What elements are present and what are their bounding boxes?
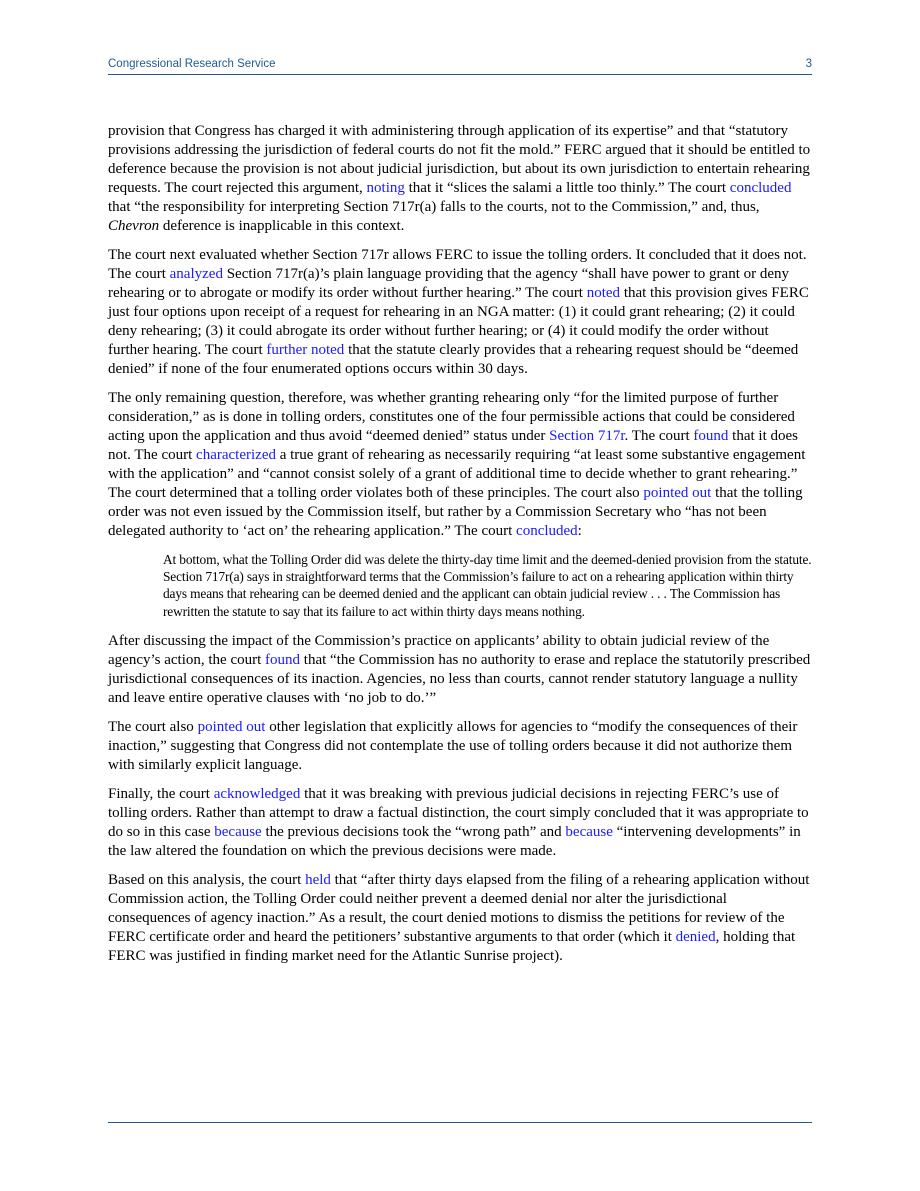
link-because[interactable]: because [214,823,262,840]
text-run: , holding that FERC was justified in finding market need for the Atlantic Sunrise project). [108,928,796,964]
text-run: . The court [624,428,694,444]
text-run: that “the responsibility for interpreting Section 717r(a) falls to the courts, not to the Commission,” and, thus, [108,199,760,215]
italic-chevron: Chevron [108,218,160,234]
text-run: The court also [108,718,198,735]
footer-rule [108,1122,812,1123]
text-run: Section 717r(a)’s plain language providing that the agency “shall have power to grant or deny rehearing or to abrogate or modify its order without further hearing.” The court [108,266,790,301]
block-quote: At bottom, what the Tolling Order did was delete the thirty-day time limit and the deemed-denied provision from the statute. Section 717r(a) says in straightforward terms that the Commission’s failure to act on a rehearing application within thirty days means that rehearing can be deemed denied and the applicant can obtain judicial review . . . The Commission has rewritten the statute to say that its failure to act within thirty days means nothing. [163,552,812,619]
link-pointed-out[interactable]: pointed out [643,485,712,501]
page-number: 3 [805,58,812,70]
link-acknowledged[interactable]: acknowledged [213,785,301,802]
text-run: Finally, the court [108,785,214,802]
link-denied[interactable]: denied [675,928,716,945]
text-run: provision that Congress has charged it with administering through application of its expertise” and that “statutory provisions addressing the jurisdiction of federal courts do not fit the mold.” FERC argued that it should be entitled to deference because the provision is not about judicial jurisdiction, but about its own jurisdiction to entertain rehearing requests. The court rejected this argument, [108,123,811,196]
text-run: “intervening developments” in the law altered the foundation on which the previous decisions were made. [108,823,801,859]
paragraph-impact [108,632,813,708]
text-run: that the statute clearly provides that a rehearing request should be “deemed denied” if none of the four enumerated options occurs within 30 days. [108,342,799,377]
paragraph-remaining-question [108,389,813,541]
text-run: The only remaining question, therefore, was whether granting rehearing only “for the limited purpose of further consideration,” as is done in tolling orders, constitutes one of the four permissible actions that could be considered acting upon the application and thus avoid “deemed denied” status under [108,390,795,444]
text-run: : [577,523,582,539]
link-held[interactable]: held [305,871,331,888]
text-run: the previous decisions took the “wrong path” and [261,823,566,840]
text-run: that “the Commission has no authority to erase and replace the statutorily prescribed jurisdictional consequences of its inaction. Agencies, no less than courts, cannot render statutory language a nullity and leave entire operative clauses with ‘no job to do.’” [108,651,811,706]
link-characterized[interactable]: characterized [196,447,276,463]
header-organization: Congressional Research Service [108,58,276,70]
link-section-717r[interactable]: Section 717r [549,428,625,444]
text-run: that it was breaking with previous judicial decisions in rejecting FERC’s use of tolling orders. Rather than attempt to draw a factual distinction, the court simply concluded that it was appropriate to do so in this case [108,785,809,840]
text-run: other legislation that explicitly allows for agencies to “modify the consequences of their inaction,” suggesting that Congress did not contemplate the use of tolling orders because it did not authorize them with similarly explicit language. [108,718,798,773]
link-pointed-out[interactable]: pointed out [197,718,266,735]
paragraph-finally [108,785,813,861]
paragraph-chevron-deference [108,122,813,236]
link-further-noted[interactable]: further noted [266,342,345,358]
text-run: that it does not. The court [108,428,798,463]
text-run: The court next evaluated whether Section 717r allows FERC to issue the tolling orders. It concluded that it does not. The court [108,247,807,282]
text-run: that “after thirty days elapsed from the filing of a rehearing application without Commission action, the Tolling Order could neither prevent a deemed denial nor alter the jurisdictional consequences of agency inaction.” As a result, the court denied motions to dismiss the petitions for review of the FERC certificate order and heard the petitioners’ substantive arguments to that order (which it [108,871,810,945]
link-found[interactable]: found [693,428,729,444]
link-concluded[interactable]: concluded [516,523,578,539]
link-noted[interactable]: noted [586,285,621,301]
link-found[interactable]: found [265,651,301,668]
paragraph-other-legislation [108,718,813,775]
link-analyzed[interactable]: analyzed [169,266,223,282]
text-run: Based on this analysis, the court [108,871,306,888]
link-concluded[interactable]: concluded [729,180,792,196]
text-run: a true grant of rehearing as necessarily requiring “at least some substantive engagement with the application” and “cannot consist solely of a grant of additional time to decide whether to grant rehearing.” The court determined that a tolling order violates both of these principles. The court also [108,447,806,501]
document-body [108,122,813,976]
text-run: that this provision gives FERC just four options upon receipt of a request for rehearing in an NGA matter: (1) it could grant rehearing; (2) it could deny rehearing; (3) it could abrogate its order without further hearing; or (4) it could modify the order without further hearing. The court [108,285,809,358]
link-noting[interactable]: noting [366,180,405,196]
page-header [108,54,812,75]
text-run: deference is inapplicable in this context. [159,218,405,234]
paragraph-holding [108,871,813,966]
text-run: After discussing the impact of the Commission’s practice on applicants’ ability to obtain judicial review of the agency’s action, the court [108,632,770,668]
link-because[interactable]: because [565,823,613,840]
text-run: that it “slices the salami a little too thinly.” The court [404,180,730,196]
paragraph-section-717r [108,246,813,379]
text-run: that the tolling order was not even issued by the Commission itself, but rather by a Commission Secretary who “has not been delegated authority to ‘act on’ the rehearing application.” The court [108,485,803,539]
